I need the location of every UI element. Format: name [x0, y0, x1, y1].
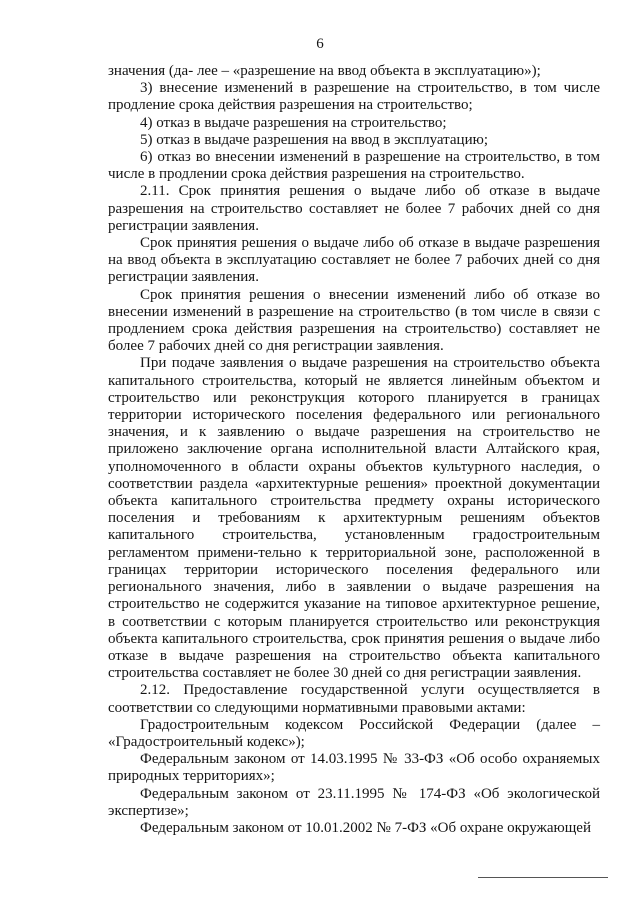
paragraph: 5) отказ в выдаче разрешения на ввод в эксплуатацию; — [140, 131, 488, 148]
paragraph: При подаче заявления о выдаче разрешения на строительство объекта капитального строительства, который не является линейным объектом и строительство или реконструкция которого планируется в границах территории исторического поселения федерального или регионального значения, и к заявлению о выдаче разрешения на строительство не приложено заключение органа исполнительной власти Алтайского края, уполномоченного в области охраны объектов культурного наследия, о соответствии раздела «архитектурные решения» проектной документации объекта капитального строительства предмету охраны исторического поселения и требованиям к архитектурным решениям объектов капитального строительства, установленным градостроительным регламентом примени-тельно к территориальной зоне, расположенной в границах территории исторического поселения федерального или регионального значения, либо в заявлении о выдаче разрешения на строительство не содержится указание на типовое архитектурное решение, в соответствии с которым планируется строительство или реконструкция объекта капитального строительства, срок принятия решения о выдаче либо отказе в выдаче разрешения на строительство объекта капитального строительства составляет не более 30 дней со дня регистрации заявления. — [108, 355, 600, 682]
footer-rule — [478, 877, 608, 878]
paragraph: Градостроительным кодексом Российской Федерации (далее – «Градостроительный кодекс»); — [108, 716, 600, 750]
paragraph: 4) отказ в выдаче разрешения на строительство; — [140, 114, 447, 131]
document-body — [108, 63, 600, 837]
paragraph: Срок принятия решения о выдаче либо об отказе в выдаче разрешения на ввод объекта в эксплуатацию составляет не более 7 рабочих дней со дня регистрации заявления. — [108, 235, 600, 286]
paragraph: Федеральным законом от 10.01.2002 № 7-ФЗ «Об охране окружающей — [140, 819, 591, 836]
paragraph: значения (да- лее – «разрешение на ввод объекта в эксплуатацию»); — [108, 63, 541, 79]
paragraph: 6) отказ во внесении изменений в разрешение на строительство, в том числе в продлении срока действия разрешения на строительство. — [108, 149, 600, 183]
paragraph: Срок принятия решения о внесении изменений либо об отказе во внесении изменений в разрешение на строительство (в том числе в связи с продлением срока действия разрешения на строительство) составляет не более 7 рабочих дней со дня регистрации заявления. — [108, 286, 600, 355]
paragraph: 2.12. Предоставление государственной услуги осуществляется в соответствии со следующими нормативными правовыми актами: — [108, 682, 600, 716]
paragraph: 2.11. Срок принятия решения о выдаче либо об отказе в выдаче разрешения на строительство составляет не более 7 рабочих дней со дня регистрации заявления. — [108, 183, 600, 234]
page-number: 6 — [316, 36, 324, 52]
paragraph: Федеральным законом от 23.11.1995 № 174-ФЗ «Об экологической экспертизе»; — [108, 785, 600, 819]
paragraph: Федеральным законом от 14.03.1995 № 33-ФЗ «Об особо охраняемых природных территориях»; — [108, 751, 600, 785]
paragraph: 3) внесение изменений в разрешение на строительство, в том числе продление срока действия разрешения на строительство; — [108, 80, 600, 114]
